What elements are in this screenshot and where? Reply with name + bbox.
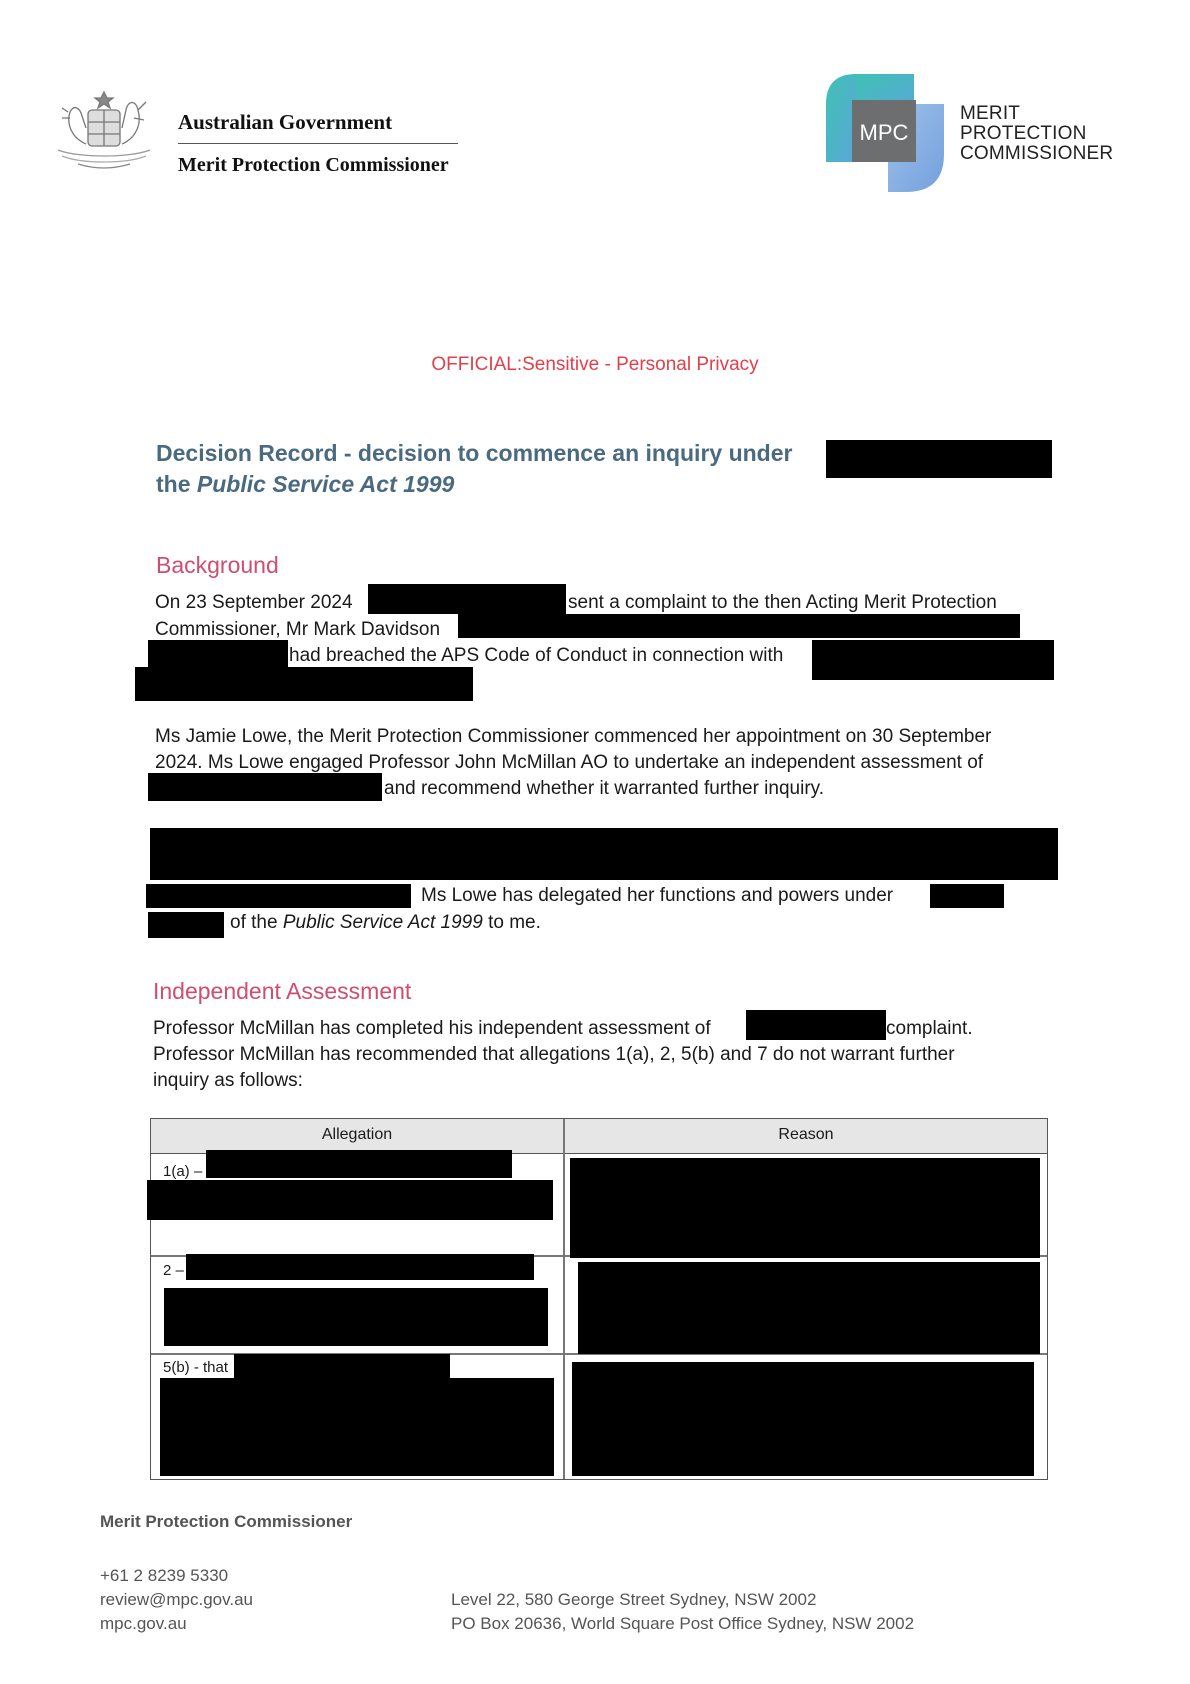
paragraph-text: Ms Lowe has delegated her functions and powers under bbox=[421, 885, 894, 906]
table-row: 1(a) – bbox=[163, 1163, 203, 1180]
paragraph-text: Professor McMillan has completed his independent assessment of bbox=[153, 1018, 711, 1039]
paragraph-text: On 23 September 2024 bbox=[155, 592, 353, 613]
paragraph-text: Professor McMillan has recommended that allegations 1(a), 2, 5(b) and 7 do not warrant further bbox=[153, 1044, 955, 1065]
office-name: Merit Protection Commissioner bbox=[178, 154, 449, 176]
footer-website[interactable]: mpc.gov.au bbox=[100, 1614, 187, 1633]
coat-of-arms-icon bbox=[48, 88, 160, 174]
security-classification: OFFICIAL:Sensitive - Personal Privacy bbox=[431, 354, 759, 375]
table-row: 2 – bbox=[163, 1262, 184, 1279]
assessment-heading: Independent Assessment bbox=[153, 978, 412, 1004]
redaction bbox=[148, 640, 288, 668]
mpc-logo-line: PROTECTION bbox=[960, 123, 1087, 144]
redaction bbox=[206, 1150, 512, 1178]
redaction bbox=[148, 773, 382, 801]
paragraph-text: sent a complaint to the then Acting Merit Protection bbox=[568, 592, 997, 613]
government-branding bbox=[178, 110, 458, 177]
redaction bbox=[148, 912, 224, 938]
footer-phone: +61 2 8239 5330 bbox=[100, 1566, 229, 1585]
redaction bbox=[578, 1262, 1040, 1354]
paragraph-text: of the Public Service Act 1999 to me. bbox=[230, 912, 541, 933]
government-name: Australian Government bbox=[178, 110, 393, 134]
redaction bbox=[234, 1354, 450, 1380]
redaction bbox=[930, 884, 1004, 908]
table-row: 5(b) - that bbox=[163, 1359, 229, 1376]
redaction bbox=[572, 1362, 1034, 1476]
column-divider bbox=[563, 1119, 565, 1479]
redaction bbox=[812, 640, 1054, 680]
footer-email[interactable]: review@mpc.gov.au bbox=[100, 1590, 253, 1609]
title-line-2: the Public Service Act 1999 bbox=[156, 471, 455, 497]
mpc-logo-line: COMMISSIONER bbox=[960, 143, 1114, 164]
paragraph-text: complaint. bbox=[886, 1018, 973, 1039]
header-divider bbox=[178, 143, 458, 144]
paragraph-text: Ms Jamie Lowe, the Merit Protection Commissioner commenced her appointment on 30 September bbox=[155, 726, 992, 747]
column-header-reason: Reason bbox=[778, 1126, 834, 1143]
redaction bbox=[746, 1010, 886, 1040]
mpc-logo-text bbox=[960, 104, 1113, 164]
redaction bbox=[135, 667, 473, 701]
footer-address-postal: PO Box 20636, World Square Post Office Sydney, NSW 2002 bbox=[451, 1614, 915, 1633]
redaction bbox=[150, 828, 1058, 880]
title-line-1: Decision Record - decision to commence an inquiry under bbox=[156, 440, 793, 466]
redaction bbox=[826, 440, 1052, 478]
document-title bbox=[156, 438, 876, 500]
background-heading: Background bbox=[156, 552, 279, 578]
redaction bbox=[164, 1288, 548, 1346]
footer-address-street: Level 22, 580 George Street Sydney, NSW 2002 bbox=[451, 1590, 817, 1609]
paragraph-text: 2024. Ms Lowe engaged Professor John McMillan AO to undertake an independent assessment of bbox=[155, 752, 984, 773]
redaction bbox=[186, 1254, 534, 1280]
redaction bbox=[147, 1180, 553, 1220]
mpc-logo-abbrev: MPC bbox=[859, 120, 909, 145]
redaction bbox=[368, 584, 566, 614]
paragraph-text: had breached the APS Code of Conduct in connection with bbox=[289, 645, 784, 666]
paragraph-text: Commissioner, Mr Mark Davidson bbox=[155, 619, 441, 640]
redaction bbox=[570, 1158, 1040, 1258]
paragraph-text: inquiry as follows: bbox=[153, 1070, 303, 1091]
mpc-logo-icon bbox=[826, 74, 944, 192]
column-header-allegation: Allegation bbox=[321, 1126, 393, 1143]
redaction bbox=[160, 1378, 554, 1476]
footer-organisation: Merit Protection Commissioner bbox=[100, 1512, 353, 1531]
mpc-logo-line: MERIT bbox=[960, 103, 1021, 124]
paragraph-text: and recommend whether it warranted further inquiry. bbox=[384, 778, 825, 799]
table-header bbox=[151, 1119, 1047, 1154]
redaction bbox=[458, 614, 1020, 638]
redaction bbox=[146, 884, 411, 908]
